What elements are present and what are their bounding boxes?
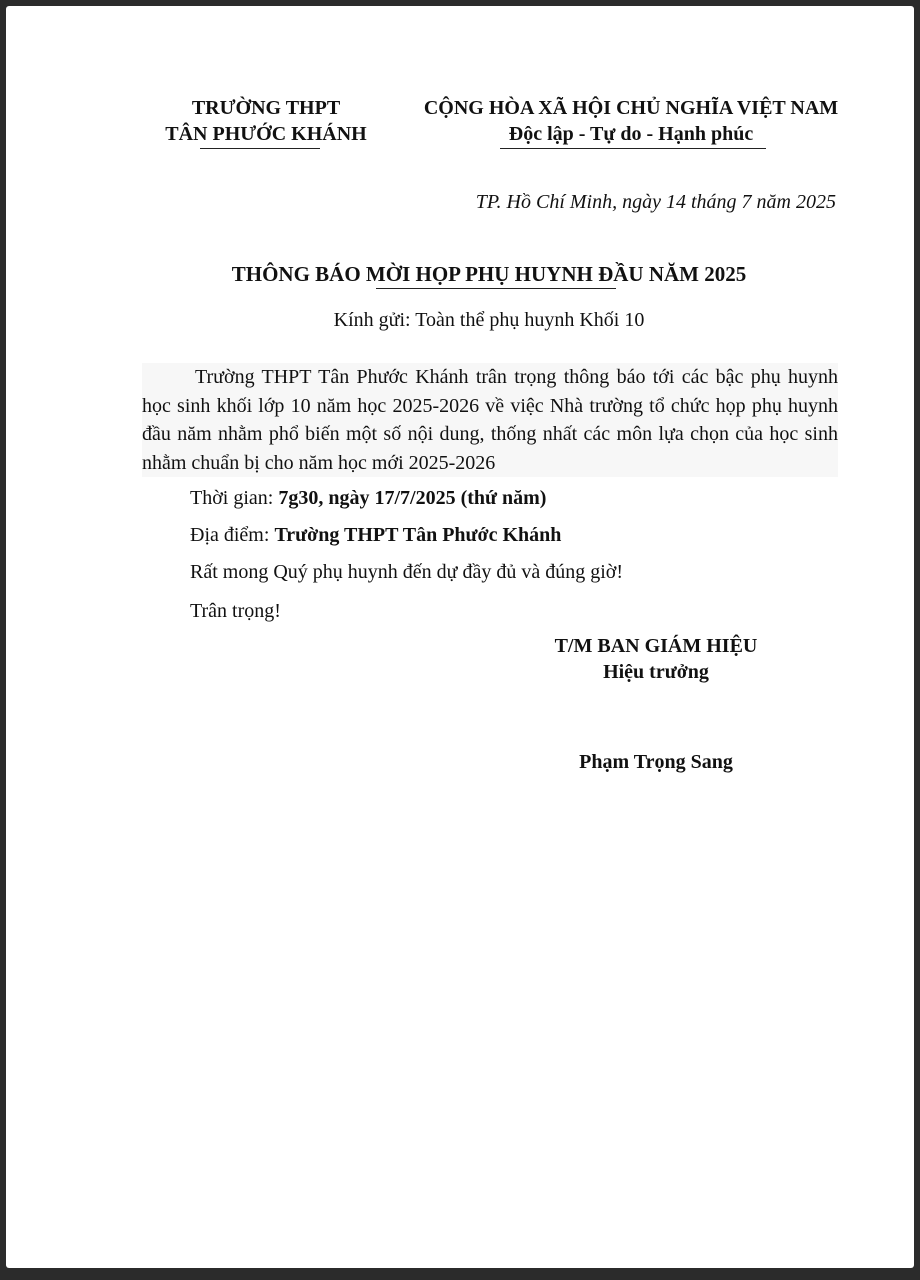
- closing-line: Trân trọng!: [190, 600, 281, 622]
- body-paragraph: Trường THPT Tân Phước Khánh trân trọng thông báo tới các bậc phụ huynh học sinh khối lớp 10 năm học 2025-2026 về việc Nhà trường tổ chức họp phụ huynh đầu năm nhằm phổ biến một số nội dung, thống nhất các môn lựa chọn của học sinh nhằm chuẩn bị cho năm học mới 2025-2026: [142, 363, 838, 477]
- notice-title: THÔNG BÁO MỜI HỌP PHỤ HUYNH ĐẦU NĂM 2025: [231, 262, 747, 286]
- republic-name: CỘNG HÒA XÃ HỘI CHỦ NGHĨA VIỆT NAM: [423, 97, 839, 119]
- motto-underline: [500, 148, 766, 149]
- school-name-underline: [200, 148, 320, 149]
- signature-role: Hiệu trưởng: [603, 661, 709, 683]
- date-line: TP. Hồ Chí Minh, ngày 14 tháng 7 năm 2025: [475, 191, 836, 213]
- meeting-time-line: [190, 484, 546, 512]
- title-underline: [376, 288, 616, 289]
- signatory-name: Phạm Trọng Sang: [579, 751, 733, 773]
- meeting-time-value: 7g30, ngày 17/7/2025 (thứ năm): [278, 487, 547, 509]
- recipient-line: Kính gửi: Toàn thể phụ huynh Khối 10: [333, 309, 645, 331]
- meeting-time-label: Thời gian:: [190, 487, 279, 509]
- school-name-line-2: TÂN PHƯỚC KHÁNH: [165, 123, 367, 145]
- document-page: [6, 6, 914, 1268]
- national-motto: Độc lập - Tự do - Hạnh phúc: [508, 123, 754, 145]
- school-name-line-1: TRƯỜNG THPT: [191, 97, 341, 119]
- meeting-place-value: Trường THPT Tân Phước Khánh: [274, 524, 562, 546]
- meeting-place-line: [190, 521, 561, 549]
- attendance-request: Rất mong Quý phụ huynh đến dự đầy đủ và đúng giờ!: [190, 561, 624, 583]
- signature-on-behalf: T/M BAN GIÁM HIỆU: [554, 635, 758, 657]
- meeting-place-label: Địa điểm:: [190, 524, 275, 546]
